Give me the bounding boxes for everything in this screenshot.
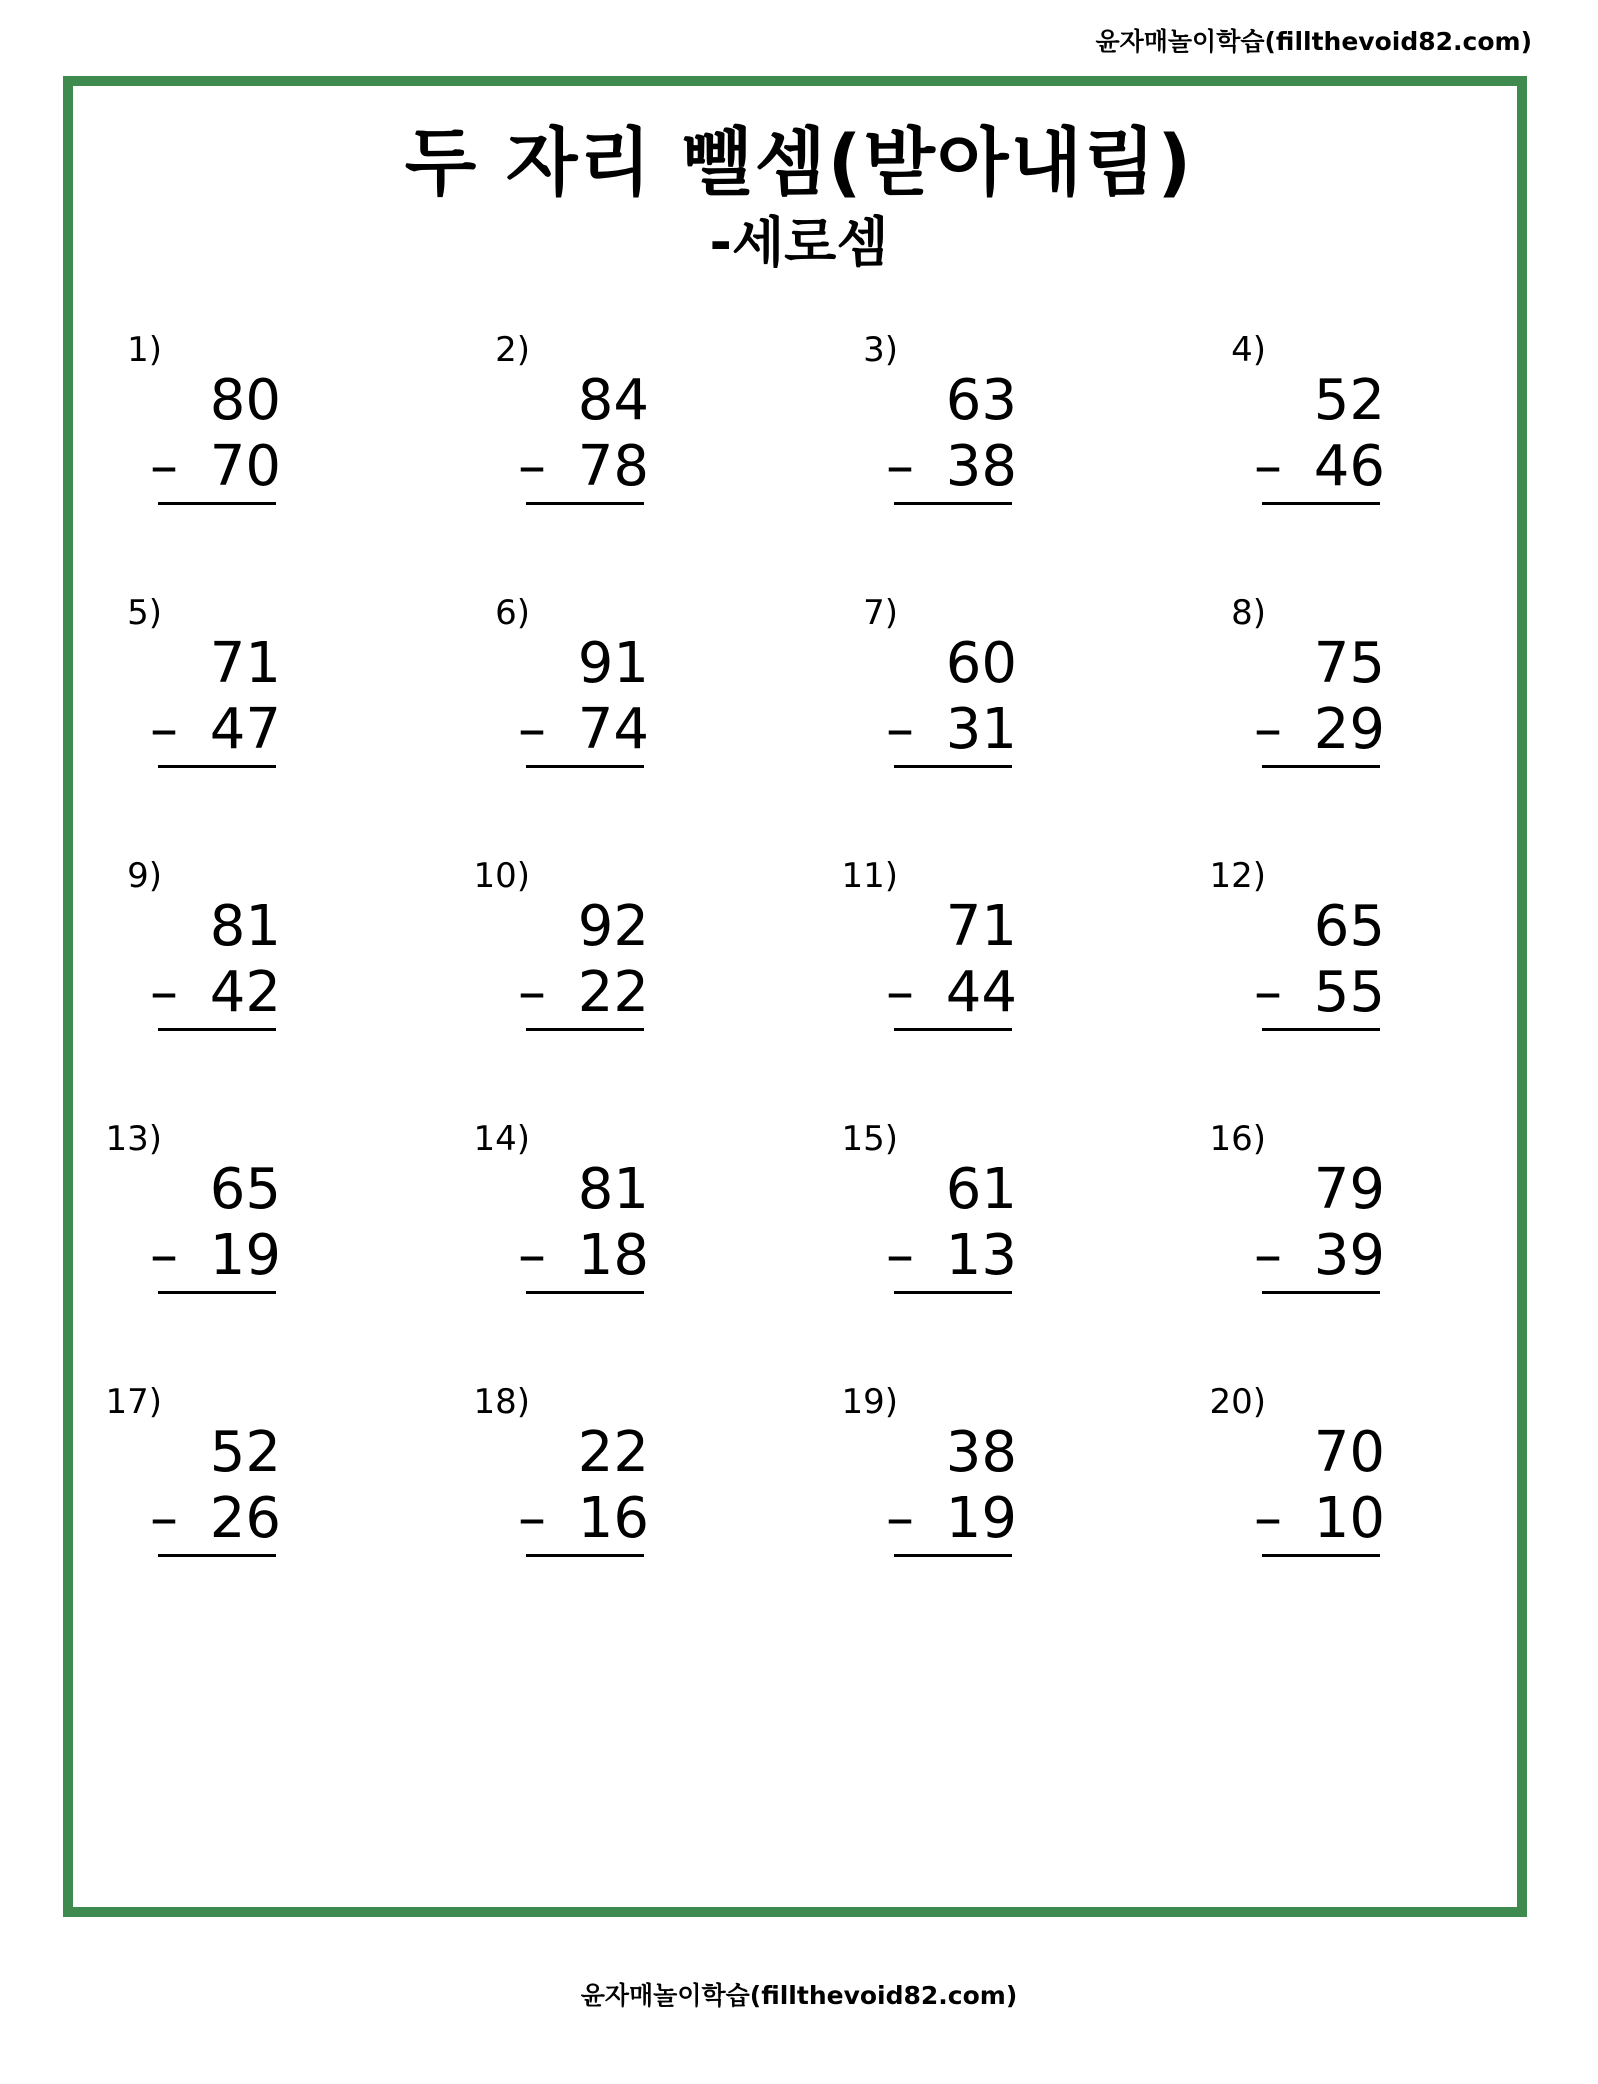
subtrahend: 47 <box>209 697 281 762</box>
problem-item <box>804 330 1064 520</box>
minus-sign: – <box>150 960 178 1025</box>
problem-item <box>1172 593 1432 783</box>
answer-line <box>158 1554 276 1557</box>
subtrahend: 74 <box>577 697 649 762</box>
problem-number: 13) <box>105 1119 162 1159</box>
subtrahend: 13 <box>945 1223 1017 1288</box>
footer-site-credit: 윤자매놀이학습(fillthevoid82.com) <box>580 1981 1018 2010</box>
problem-number: 15) <box>841 1119 898 1159</box>
subtrahend: 39 <box>1313 1223 1385 1288</box>
minuend: 38 <box>945 1420 1017 1485</box>
problem-item <box>436 593 696 783</box>
subtrahend: 29 <box>1313 697 1385 762</box>
minus-sign: – <box>518 960 546 1025</box>
minus-sign: – <box>1254 697 1282 762</box>
subtrahend: 55 <box>1313 960 1385 1025</box>
answer-line <box>1262 1028 1380 1031</box>
answer-line <box>158 1291 276 1294</box>
problem-item <box>1172 856 1432 1046</box>
minus-sign: – <box>518 697 546 762</box>
minus-sign: – <box>886 1486 914 1551</box>
problem-number: 9) <box>127 856 162 896</box>
problem-number: 5) <box>127 593 162 633</box>
answer-line <box>894 1554 1012 1557</box>
minuend: 80 <box>209 368 281 433</box>
problem-number: 3) <box>863 330 898 370</box>
problem-item <box>804 593 1064 783</box>
minuend: 65 <box>1313 894 1385 959</box>
subtrahend: 10 <box>1313 1486 1385 1551</box>
problem-item <box>436 856 696 1046</box>
worksheet-subtitle: -세로셈 <box>709 211 889 274</box>
problem-item <box>68 330 328 520</box>
minuend: 84 <box>577 368 649 433</box>
minuend: 79 <box>1313 1157 1385 1222</box>
minus-sign: – <box>886 697 914 762</box>
problem-item <box>436 1382 696 1572</box>
problem-item <box>804 856 1064 1046</box>
problem-number: 10) <box>473 856 530 896</box>
problem-number: 16) <box>1209 1119 1266 1159</box>
minus-sign: – <box>150 1486 178 1551</box>
problem-item <box>68 1382 328 1572</box>
answer-line <box>526 1028 644 1031</box>
minuend: 63 <box>945 368 1017 433</box>
minuend: 92 <box>577 894 649 959</box>
subtrahend: 70 <box>209 434 281 499</box>
problem-number: 11) <box>841 856 898 896</box>
answer-line <box>1262 765 1380 768</box>
answer-line <box>526 765 644 768</box>
problem-number: 6) <box>495 593 530 633</box>
problem-number: 12) <box>1209 856 1266 896</box>
minuend: 52 <box>1313 368 1385 433</box>
answer-line <box>894 765 1012 768</box>
minus-sign: – <box>1254 1486 1282 1551</box>
minuend: 70 <box>1313 1420 1385 1485</box>
problem-item <box>804 1119 1064 1309</box>
problem-item <box>68 1119 328 1309</box>
minuend: 52 <box>209 1420 281 1485</box>
answer-line <box>894 1028 1012 1031</box>
minus-sign: – <box>150 697 178 762</box>
answer-line <box>894 502 1012 505</box>
problem-number: 18) <box>473 1382 530 1422</box>
subtrahend: 26 <box>209 1486 281 1551</box>
minus-sign: – <box>886 434 914 499</box>
subtrahend: 19 <box>945 1486 1017 1551</box>
answer-line <box>1262 1554 1380 1557</box>
minuend: 75 <box>1313 631 1385 696</box>
answer-line <box>158 1028 276 1031</box>
minuend: 81 <box>577 1157 649 1222</box>
answer-line <box>894 1291 1012 1294</box>
problem-number: 17) <box>105 1382 162 1422</box>
worksheet-title: 두 자리 뺄셈(받아내림) <box>404 120 1194 206</box>
subtrahend: 44 <box>945 960 1017 1025</box>
answer-line <box>526 502 644 505</box>
problem-item <box>68 856 328 1046</box>
subtrahend: 42 <box>209 960 281 1025</box>
subtrahend: 31 <box>945 697 1017 762</box>
answer-line <box>1262 1291 1380 1294</box>
problem-number: 19) <box>841 1382 898 1422</box>
subtrahend: 19 <box>209 1223 281 1288</box>
answer-line <box>526 1554 644 1557</box>
minus-sign: – <box>518 1223 546 1288</box>
header-site-credit: 윤자매놀이학습(fillthevoid82.com) <box>1095 27 1532 56</box>
problem-item <box>804 1382 1064 1572</box>
problem-item <box>1172 330 1432 520</box>
problem-item <box>68 593 328 783</box>
minus-sign: – <box>518 434 546 499</box>
minuend: 71 <box>209 631 281 696</box>
subtrahend: 16 <box>577 1486 649 1551</box>
minus-sign: – <box>886 960 914 1025</box>
minus-sign: – <box>1254 960 1282 1025</box>
answer-line <box>526 1291 644 1294</box>
problem-item <box>1172 1382 1432 1572</box>
minuend: 22 <box>577 1420 649 1485</box>
subtrahend: 18 <box>577 1223 649 1288</box>
answer-line <box>158 765 276 768</box>
answer-line <box>1262 502 1380 505</box>
minuend: 71 <box>945 894 1017 959</box>
problem-number: 1) <box>127 330 162 370</box>
minuend: 65 <box>209 1157 281 1222</box>
subtrahend: 38 <box>945 434 1017 499</box>
subtrahend: 78 <box>577 434 649 499</box>
minus-sign: – <box>1254 434 1282 499</box>
problem-number: 7) <box>863 593 898 633</box>
problem-number: 14) <box>473 1119 530 1159</box>
minuend: 60 <box>945 631 1017 696</box>
problem-number: 4) <box>1231 330 1266 370</box>
minus-sign: – <box>886 1223 914 1288</box>
subtrahend: 46 <box>1313 434 1385 499</box>
minus-sign: – <box>518 1486 546 1551</box>
minuend: 81 <box>209 894 281 959</box>
minus-sign: – <box>150 1223 178 1288</box>
problem-item <box>436 1119 696 1309</box>
minus-sign: – <box>1254 1223 1282 1288</box>
subtrahend: 22 <box>577 960 649 1025</box>
problem-number: 20) <box>1209 1382 1266 1422</box>
problem-item <box>1172 1119 1432 1309</box>
minuend: 61 <box>945 1157 1017 1222</box>
problem-item <box>436 330 696 520</box>
answer-line <box>158 502 276 505</box>
problem-number: 2) <box>495 330 530 370</box>
minus-sign: – <box>150 434 178 499</box>
minuend: 91 <box>577 631 649 696</box>
problem-number: 8) <box>1231 593 1266 633</box>
